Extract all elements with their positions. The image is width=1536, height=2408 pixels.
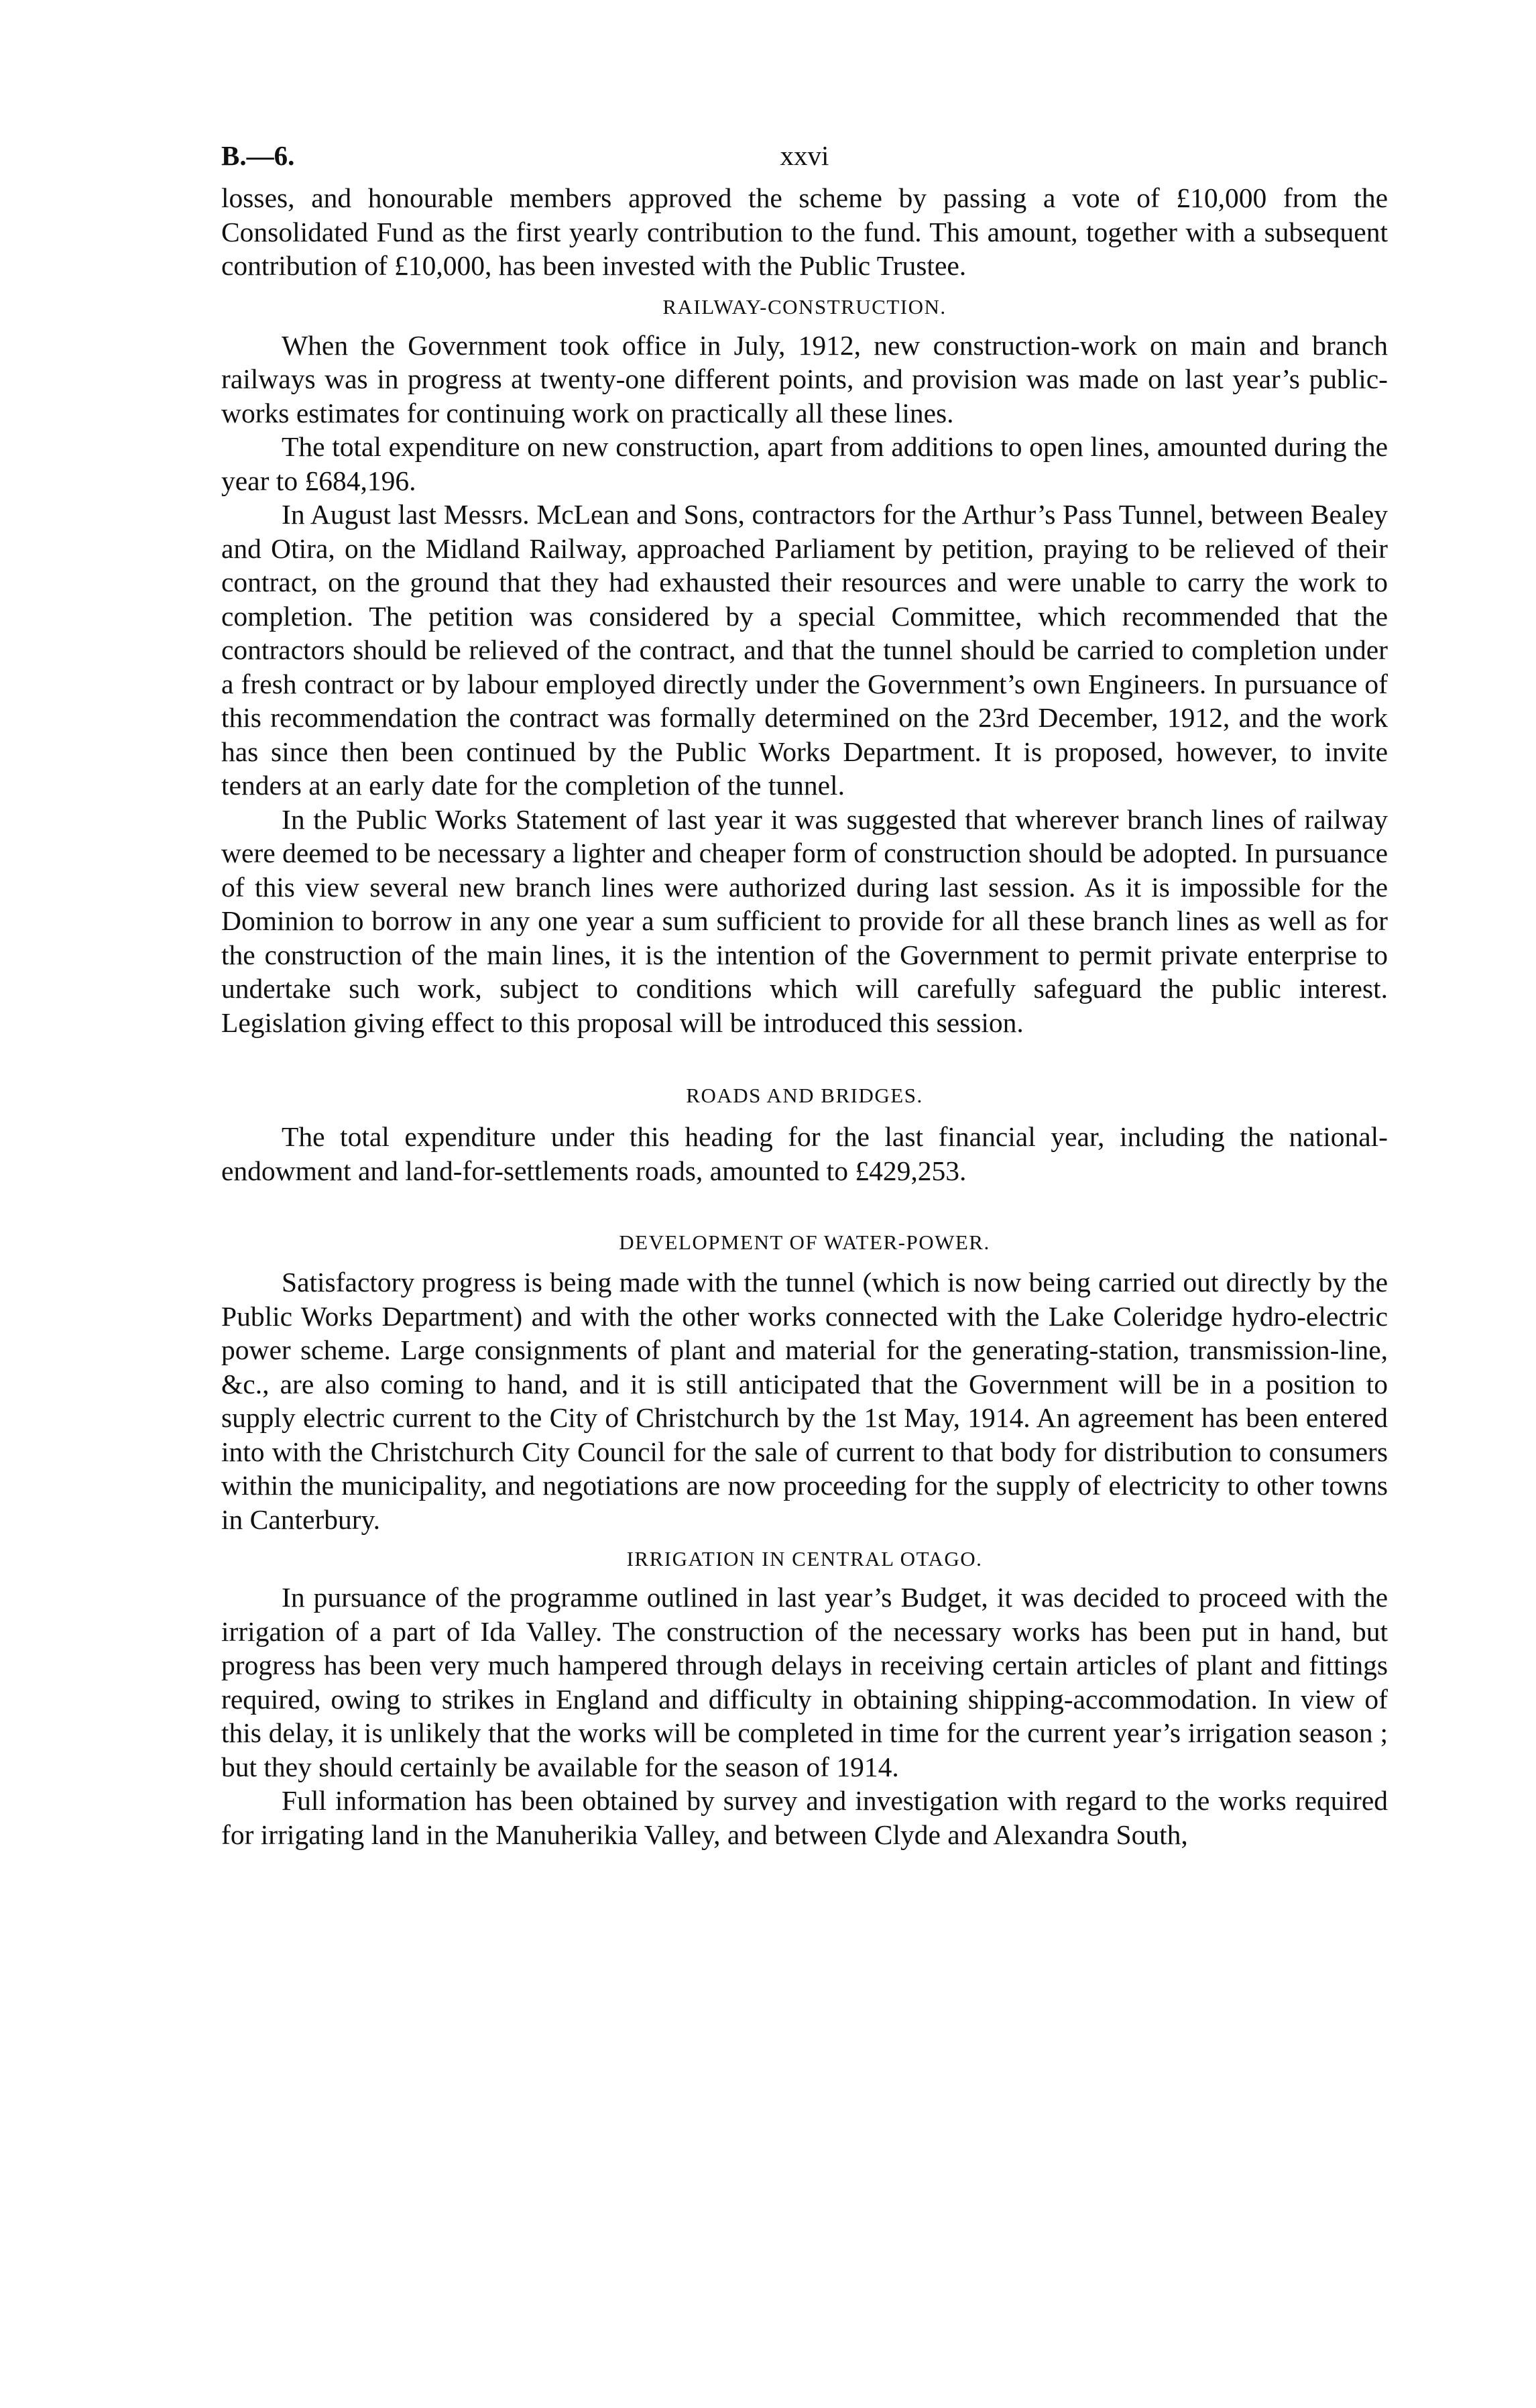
- paragraph-railway-1: When the Government took office in July, 1912, new construction-work on main and branch railways was in progress at twenty-one different points, and provision was made on last year’s public-works estimates for continuing work on practically all these lines.: [221, 329, 1388, 428]
- paragraph-water-1: Satisfactory progress is being made with the tunnel (which is now being carried out directly by the Public Works Department) and with the other works connected with the Lake Coleridge hydro-electric power scheme. Large consignments of plant and material for the generating-station, transmission-line, &c., are also coming to hand, and it is still anticipated that the Government will be in a position to supply electric current to the City of Christchurch by the 1st May, 1914. An agreement has been entered into with the Christchurch City Council for the sale of current to that body for distribution to consumers within the municipality, and negotiations are now proceeding for the supply of electricity to other towns in Canterbury.: [221, 1267, 1388, 1535]
- page-number: xxvi: [780, 140, 829, 171]
- document-page: [221, 134, 1388, 1851]
- paragraph-irrigation-1: In pursuance of the programme outlined in last year’s Budget, it was decided to proceed with the irrigation of a part of Ida Valley. The construction of the necessary works has been put in hand, but progress has been very much hampered through delays in receiving certain articles of plant and fittings required, owing to strikes in England and difficulty in obtaining shipping-accommodation. In view of this delay, it is unlikely that the works will be completed in time for the current year’s irrigation season ; but they should certainly be available for the season of 1914.: [221, 1582, 1388, 1782]
- paragraph-railway-3: In August last Messrs. McLean and Sons, contractors for the Arthur’s Pass Tunnel, between Bealey and Otira, on the Midland Railway, approached Parliament by petition, praying to be relieved of their contract, on the ground that they had exhausted their resources and were unable to carry the work to completion. The petition was considered by a special Committee, which recommended that the contractors should be relieved of the contract, and that the tunnel should be carried to completion under a fresh contract or by labour employed directly under the Government’s own Engineers. In pursuance of this recommendation the contract was formally determined on the 23rd December, 1912, and the work has since then been continued by the Public Works Department. It is proposed, however, to invite tenders at an early date for the completion of the tunnel.: [221, 499, 1388, 801]
- paragraph-railway-4: In the Public Works Statement of last year it was suggested that wherever branch lines of railway were deemed to be necessary a lighter and cheaper form of construction should be adopted. In pursuance of this view several new branch lines were authorized during last session. As it is impossible for the Dominion to borrow in any one year a sum sufficient to provide for all these branch lines as well as for the construction of the main lines, it is the intention of the Government to permit private enterprise to undertake such work, subject to conditions which will carefully safeguard the public interest. Legislation giving effect to this proposal will be introduced this session.: [221, 803, 1388, 1038]
- heading-water-power: DEVELOPMENT OF WATER-POWER.: [619, 1230, 990, 1254]
- paragraph-roads-1: The total expenditure under this heading for the last financial year, including the national-endowment and land-for-settlements roads, amounted to £429,253.: [221, 1121, 1388, 1186]
- heading-roads-and-bridges: ROADS AND BRIDGES.: [686, 1084, 923, 1107]
- paragraph-railway-2: The total expenditure on new construction, apart from additions to open lines, amounted during the year to £684,196.: [221, 431, 1388, 496]
- heading-railway-construction: RAILWAY-CONSTRUCTION.: [662, 294, 947, 319]
- heading-irrigation: IRRIGATION IN CENTRAL OTAGO.: [626, 1547, 983, 1570]
- page-header: [221, 134, 1388, 181]
- document-reference: B.—6.: [221, 140, 295, 171]
- paragraph-intro: losses, and honourable members approved the scheme by passing a vote of £10,000 from the Consolidated Fund as the first yearly contribution to the fund. This amount, together with a subsequent contribution of £10,000, has been invested with the Public Trustee.: [221, 182, 1388, 281]
- paragraph-irrigation-2: Full information has been obtained by survey and investigation with regard to the works required for irrigating land in the Manuherikia Valley, and between Clyde and Alexandra South,: [221, 1785, 1388, 1850]
